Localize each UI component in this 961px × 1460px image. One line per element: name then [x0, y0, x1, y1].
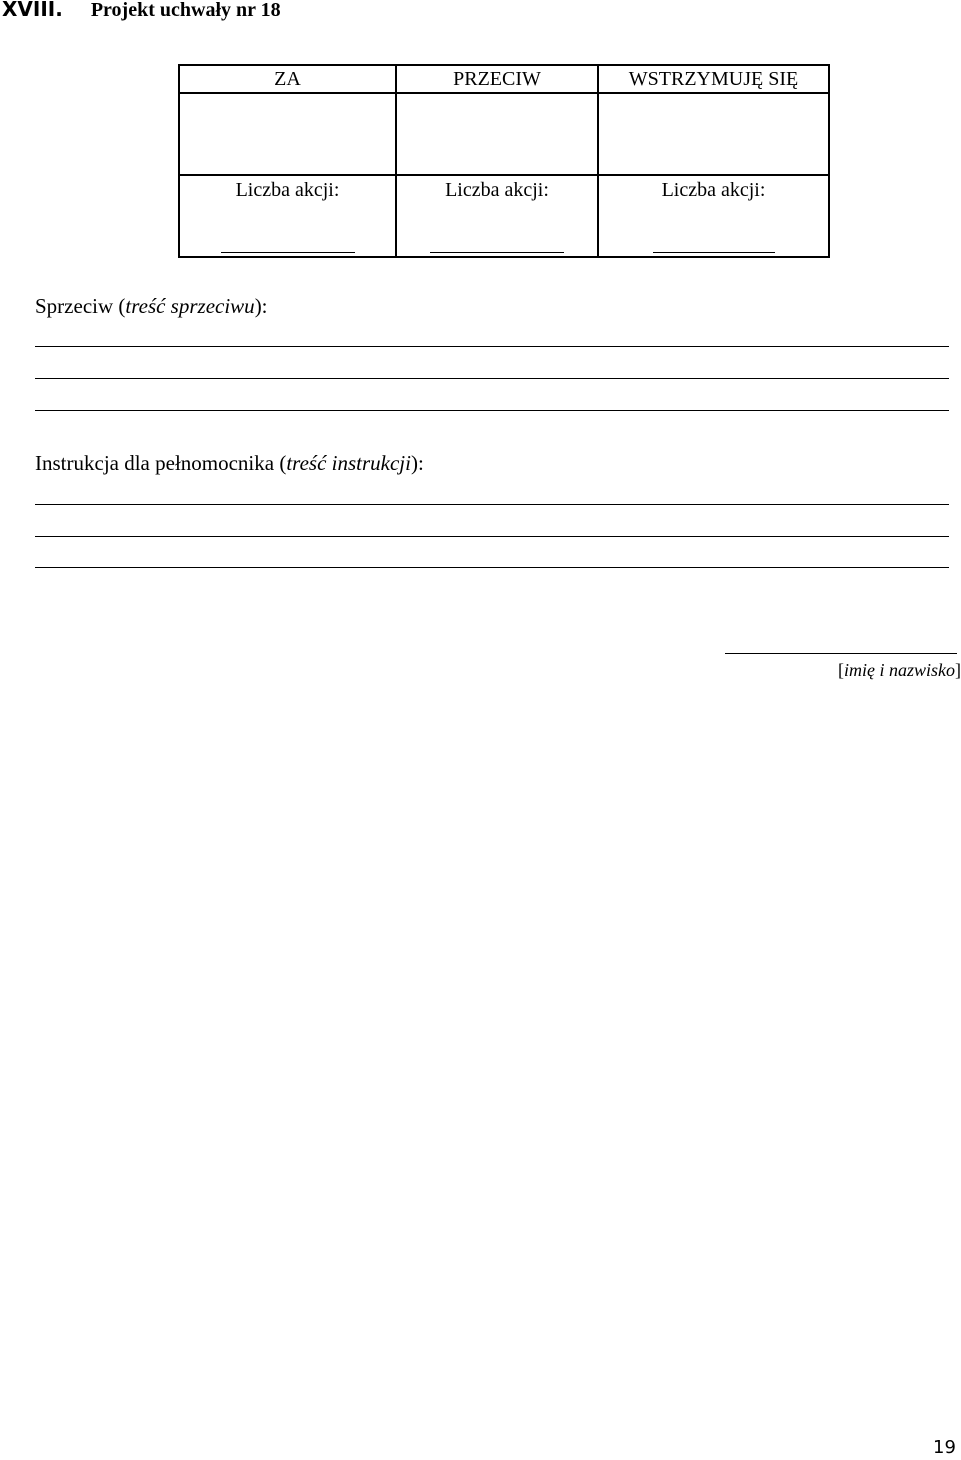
column-header-for: ZA: [179, 65, 396, 93]
share-count-field-against[interactable]: [430, 252, 564, 253]
share-count-label: Liczba akcji:: [445, 179, 549, 201]
signature-line[interactable]: [725, 653, 957, 654]
instruction-label-suffix: ):: [410, 451, 424, 475]
share-count-field-abstain[interactable]: [653, 252, 775, 253]
vote-table-header-row: [179, 65, 829, 93]
instruction-line-3[interactable]: [35, 567, 949, 568]
document-heading: [2, 0, 281, 22]
instruction-label-prefix: Instrukcja dla pełnomocnika (: [35, 451, 287, 475]
objection-line-2[interactable]: [35, 378, 949, 379]
share-count-label: Liczba akcji:: [235, 179, 340, 201]
signature-bracket-close: ]: [955, 660, 961, 680]
instruction-label-italic: treść instrukcji: [286, 451, 411, 475]
objection-label-suffix: ):: [254, 294, 268, 318]
share-count-row: [179, 175, 829, 257]
page-number: 19: [933, 1437, 956, 1458]
share-count-cell-for: [179, 175, 396, 257]
resolution-title: Projekt uchwały nr 18: [90, 0, 281, 21]
column-header-against: PRZECIW: [396, 65, 598, 93]
vote-box-for[interactable]: [179, 93, 396, 175]
signature-bracket-open: [: [838, 660, 844, 680]
vote-mark-row: [179, 93, 829, 175]
instruction-line-2[interactable]: [35, 536, 949, 537]
share-count-label: Liczba akcji:: [661, 179, 766, 201]
signature-label: [838, 660, 961, 681]
signature-label-italic: imię i nazwisko: [844, 660, 955, 680]
instruction-line-1[interactable]: [35, 504, 949, 505]
vote-box-abstain[interactable]: [598, 93, 829, 175]
share-count-field-for[interactable]: [221, 252, 355, 253]
objection-label: [35, 294, 268, 319]
vote-table: [178, 64, 830, 258]
objection-line-1[interactable]: [35, 346, 949, 347]
vote-box-against[interactable]: [396, 93, 598, 175]
instruction-label: [35, 451, 424, 476]
column-header-abstain: WSTRZYMUJĘ SIĘ: [598, 65, 829, 93]
objection-line-3[interactable]: [35, 410, 949, 411]
objection-label-italic: treść sprzeciwu: [125, 294, 255, 318]
share-count-cell-abstain: [598, 175, 829, 257]
share-count-cell-against: [396, 175, 598, 257]
section-number: XVIII.: [2, 0, 63, 21]
objection-label-prefix: Sprzeciw (: [35, 294, 126, 318]
